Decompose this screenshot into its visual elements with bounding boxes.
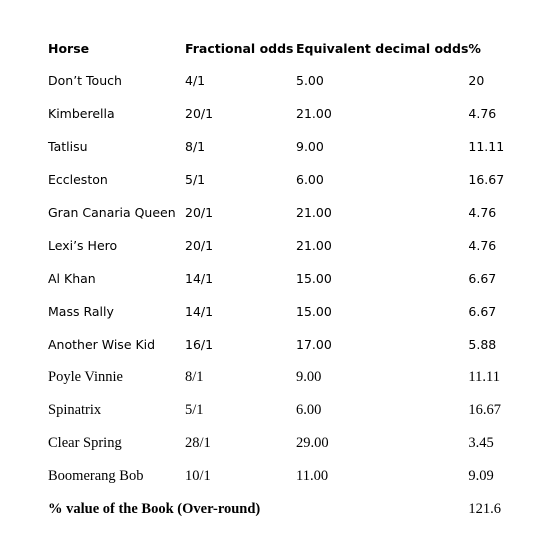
horse-name: Mass Rally: [48, 304, 114, 319]
horse-name: Kimberella: [48, 106, 115, 121]
decimal-odds: 17.00: [296, 337, 332, 352]
percent-value: 16.67: [468, 402, 502, 418]
decimal-odds: 9.00: [296, 139, 324, 154]
horse-name: Don’t Touch: [48, 73, 122, 88]
total-value: 121.6: [468, 501, 502, 517]
percent-value: 6.67: [468, 304, 497, 319]
percent-value: 11.11: [468, 139, 505, 154]
fractional-odds: 5/1: [185, 402, 204, 418]
decimal-odds: 6.00: [296, 172, 324, 187]
percent-value: 9.09: [468, 468, 494, 484]
percent-value: 20: [468, 73, 485, 88]
fractional-odds: 20/1: [185, 205, 214, 220]
decimal-odds: 21.00: [296, 205, 332, 220]
percent-value: 4.76: [468, 106, 497, 121]
table-row: [48, 328, 518, 361]
fractional-odds: 20/1: [185, 106, 214, 121]
horse-name: Spinatrix: [48, 402, 102, 418]
decimal-odds: 11.00: [296, 468, 329, 484]
decimal-odds: 9.00: [296, 369, 322, 385]
fractional-odds: 16/1: [185, 337, 214, 352]
decimal-odds: 29.00: [296, 435, 329, 451]
percent-value: 3.45: [468, 435, 494, 451]
percent-value: 6.67: [468, 271, 497, 286]
table-row: [48, 196, 518, 229]
table-row: [48, 460, 518, 493]
horse-name: Eccleston: [48, 172, 108, 187]
odds-table: [48, 33, 518, 526]
percent-value: 4.76: [468, 238, 497, 253]
decimal-odds: 21.00: [296, 106, 332, 121]
decimal-odds: 21.00: [296, 238, 332, 253]
decimal-odds: 5.00: [296, 73, 324, 88]
header-decimal-odds: Equivalent decimal odds: [296, 41, 469, 56]
decimal-odds: 6.00: [296, 402, 322, 418]
table-row: [48, 361, 518, 394]
percent-value: 16.67: [468, 172, 505, 187]
horse-name: Tatlisu: [48, 139, 88, 154]
horse-name: Clear Spring: [48, 435, 122, 451]
fractional-odds: 8/1: [185, 369, 204, 385]
table-row: [48, 130, 518, 163]
table-row: [48, 427, 518, 460]
horse-name: Al Khan: [48, 271, 96, 286]
fractional-odds: 14/1: [185, 304, 214, 319]
fractional-odds: 8/1: [185, 139, 206, 154]
table-row: [48, 64, 518, 97]
percent-value: 4.76: [468, 205, 497, 220]
horse-name: Gran Canaria Queen: [48, 205, 176, 220]
decimal-odds: 15.00: [296, 304, 332, 319]
total-label: % value of the Book (Over-round): [48, 501, 261, 517]
fractional-odds: 5/1: [185, 172, 206, 187]
header-percent: %: [468, 41, 481, 56]
fractional-odds: 10/1: [185, 468, 211, 484]
header-horse: Horse: [48, 41, 90, 56]
horse-name: Boomerang Bob: [48, 468, 144, 484]
table-row: [48, 97, 518, 130]
table-row: [48, 229, 518, 262]
header-fractional-odds: Fractional odds: [185, 41, 294, 56]
fractional-odds: 28/1: [185, 435, 211, 451]
table-row: [48, 262, 518, 295]
header-row: [48, 33, 518, 64]
percent-value: 11.11: [468, 369, 500, 385]
table-row: [48, 163, 518, 196]
percent-value: 5.88: [468, 337, 497, 352]
horse-name: Poyle Vinnie: [48, 369, 123, 385]
horse-name: Another Wise Kid: [48, 337, 156, 352]
decimal-odds: 15.00: [296, 271, 332, 286]
fractional-odds: 20/1: [185, 238, 214, 253]
fractional-odds: 4/1: [185, 73, 206, 88]
horse-name: Lexi’s Hero: [48, 238, 118, 253]
fractional-odds: 14/1: [185, 271, 214, 286]
table-row: [48, 295, 518, 328]
table-row: [48, 394, 518, 427]
total-row: [48, 493, 518, 526]
